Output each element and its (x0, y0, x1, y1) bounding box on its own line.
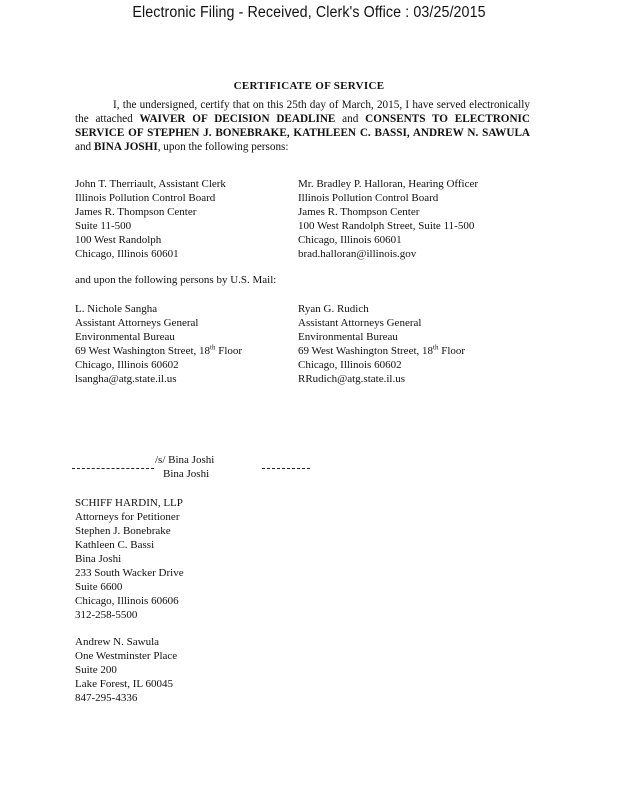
address-line: Suite 11-500 (75, 220, 132, 232)
recipient-sangha-address (75, 302, 242, 386)
address-line: James R. Thompson Center (298, 206, 420, 218)
address-line: 100 West Randolph (75, 234, 162, 246)
firm-phone: 312-258-5500 (75, 609, 138, 621)
firm-line: Kathleen C. Bassi (75, 539, 155, 551)
recipient-hearing-officer-address (298, 177, 478, 261)
firm-name: SCHIFF HARDIN, LLP (75, 497, 183, 509)
intro-text-3: and (75, 141, 94, 153)
firm-line: 233 South Wacker Drive (75, 567, 184, 579)
address-line: Environmental Bureau (298, 331, 398, 343)
electronic-signature: /s/ Bina Joshi (155, 454, 215, 466)
firm-line: Chicago, Illinois 60606 (75, 595, 179, 607)
address-line: Chicago, Illinois 60601 (75, 248, 179, 260)
address-line: 100 West Randolph Street, Suite 11-500 (298, 220, 475, 232)
signature-line-left (72, 468, 154, 469)
address-line: Chicago, Illinois 60601 (298, 234, 402, 246)
address-line: Illinois Pollution Control Board (75, 192, 216, 204)
office-line: Andrew N. Sawula (75, 636, 160, 648)
filing-stamp-header: Electronic Filing - Received, Clerk's Office : 03/25/2015 (132, 4, 486, 21)
intro-text-4: , upon the following persons: (157, 141, 289, 153)
document-name-waiver: WAIVER OF DECISION DEADLINE (139, 113, 336, 125)
second-office-block (75, 635, 177, 705)
firm-line: Bina Joshi (75, 553, 122, 565)
certification-paragraph (75, 98, 530, 154)
address-line: James R. Thompson Center (75, 206, 197, 218)
office-line: Lake Forest, IL 60045 (75, 678, 173, 690)
document-name-joshi: BINA JOSHI (93, 141, 158, 153)
address-line: Mr. Bradley P. Halloran, Hearing Officer (298, 178, 479, 190)
firm-line: Attorneys for Petitioner (75, 511, 180, 523)
intro-text-2: and (335, 113, 366, 125)
address-line: John T. Therriault, Assistant Clerk (75, 178, 226, 190)
address-line: Environmental Bureau (75, 331, 175, 343)
address-line: Ryan G. Rudich (298, 303, 369, 315)
email-address: lsangha@atg.state.il.us (75, 373, 177, 385)
address-line: Assistant Attorneys General (75, 317, 199, 329)
signer-name: Bina Joshi (163, 468, 210, 480)
office-line: Suite 200 (75, 664, 117, 676)
document-title: CERTIFICATE OF SERVICE (233, 80, 385, 92)
mail-service-intro: and upon the following persons by U.S. Mail: (75, 274, 277, 286)
firm-signature-block (75, 496, 184, 622)
address-line: Chicago, Illinois 60602 (298, 359, 402, 371)
address-line: Assistant Attorneys General (298, 317, 422, 329)
recipient-clerk-address (75, 177, 226, 261)
address-line: Chicago, Illinois 60602 (75, 359, 179, 371)
office-phone: 847-295-4336 (75, 692, 138, 704)
intro-text-1: I, the undersigned, certify that on this 25th day of March, 2015, I have served electronically the attached (75, 99, 530, 125)
document-name-consents: CONSENTS TO ELECTRONIC SERVICE OF STEPHEN J. BONEBRAKE, KATHLEEN C. BASSI, ANDREW N. SAWULA (75, 113, 530, 139)
address-line: 69 West Washington Street, 18th Floor (75, 343, 243, 357)
recipient-rudich-address (298, 302, 465, 386)
signature-line-right (262, 468, 310, 469)
address-line: 69 West Washington Street, 18th Floor (298, 343, 466, 357)
firm-line: Stephen J. Bonebrake (75, 525, 171, 537)
address-line: L. Nichole Sangha (75, 303, 158, 315)
email-address: brad.halloran@illinois.gov (298, 248, 417, 260)
email-address: RRudich@atg.state.il.us (298, 373, 405, 385)
address-line: Illinois Pollution Control Board (298, 192, 439, 204)
office-line: One Westminster Place (75, 650, 178, 662)
firm-line: Suite 6600 (75, 581, 123, 593)
